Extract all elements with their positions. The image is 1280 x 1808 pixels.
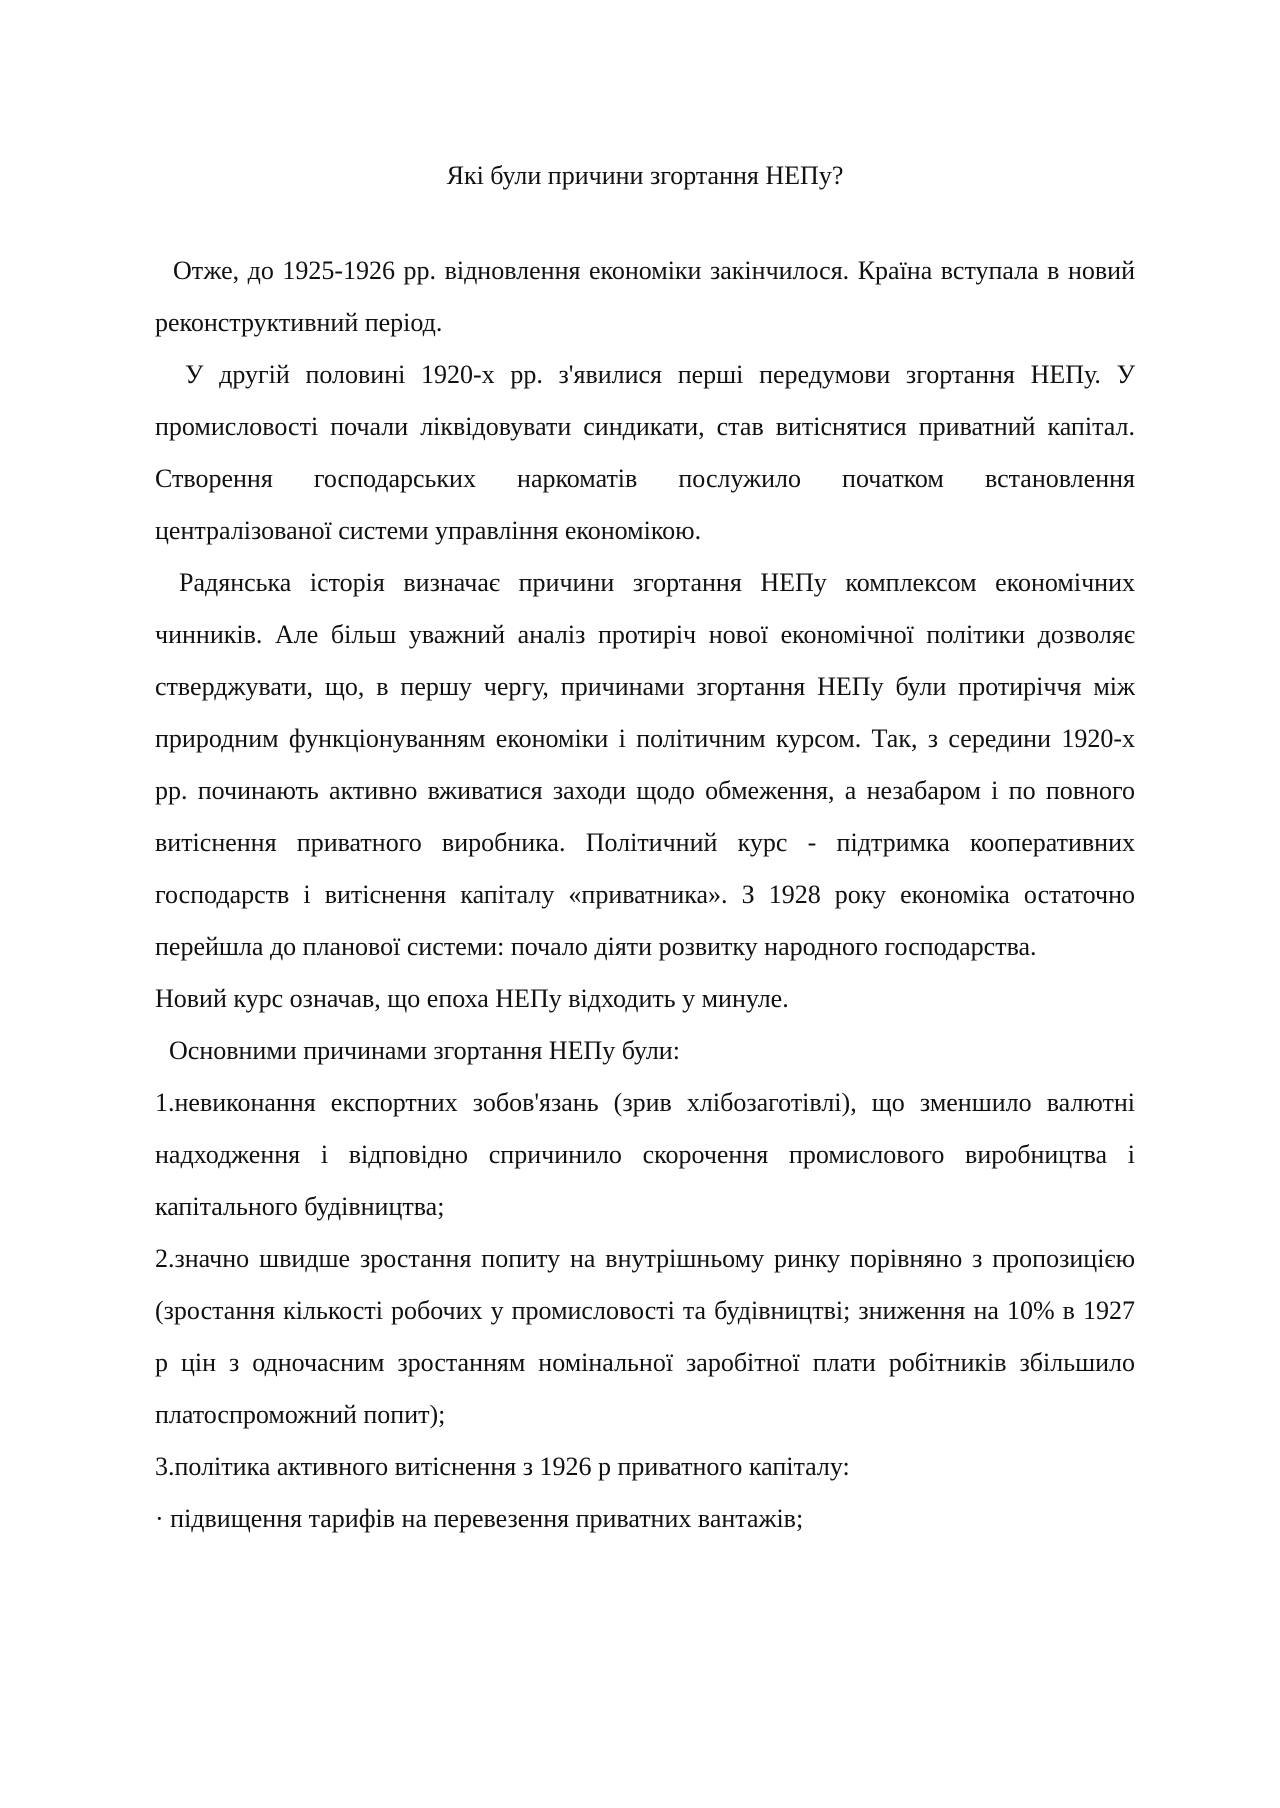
list-item-reason-2: 2.значно швидше зростання попиту на внутрішньому ринку порівняно з пропозицією (зростання кількості робочих у промисловості та будівництві; зниження на 10% в 1927 р цін з одночасним зростанням номінальної заробітної плати робітників збільшило платоспроможний попит); — [155, 1244, 1135, 1429]
paragraph-main-reasons-heading: Основними причинами згортання НЕПу були: — [169, 1036, 680, 1065]
document-page — [155, 158, 1135, 1545]
paragraph-recovery-end: Отже, до 1925-1926 рр. відновлення економіки закінчилося. Країна вступала в новий реконструктивний період. — [155, 256, 1135, 337]
paragraph-nep-prerequisites: У другій половині 1920-х рр. з'явилися перші передумови згортання НЕПу. У промисловості почали ліквідовувати синдикати, став витіснятися приватний капітал. Створення господарських наркоматів послужило початком встановлення централізованої системи управління економікою. — [155, 360, 1135, 545]
bullet-item-tariffs: · підвищення тарифів на перевезення приватних вантажів; — [155, 1504, 804, 1533]
paragraph-new-course: Новий курс означав, що епоха НЕПу відходить у минуле. — [155, 984, 789, 1013]
list-item-reason-1: 1.невиконання експортних зобов'язань (зрив хлібозаготівлі), що зменшило валютні надходження і відповідно спричинило скорочення промислового виробництва і капітального будівництва; — [155, 1088, 1135, 1221]
list-item-reason-3: 3.політика активного витіснення з 1926 р приватного капіталу: — [155, 1452, 850, 1481]
paragraph-soviet-history: Радянська історія визначає причини згортання НЕПу комплексом економічних чинників. Але більш уважний аналіз протиріч нової економічної політики дозволяє стверджувати, що, в першу чергу, причинами згортання НЕПу були протиріччя між природним функціонуванням економіки і політичним курсом. Так, з середини 1920-х рр. починають активно вживатися заходи щодо обмеження, а незабаром і по повного витіснення приватного виробника. Політичний курс - підтримка кооперативних господарств і витіснення капіталу «приватника». З 1928 року економіка остаточно перейшла до планової системи: почало діяти розвитку народного господарства. — [155, 568, 1135, 961]
document-title: Які були причини згортання НЕПу? — [446, 161, 844, 190]
